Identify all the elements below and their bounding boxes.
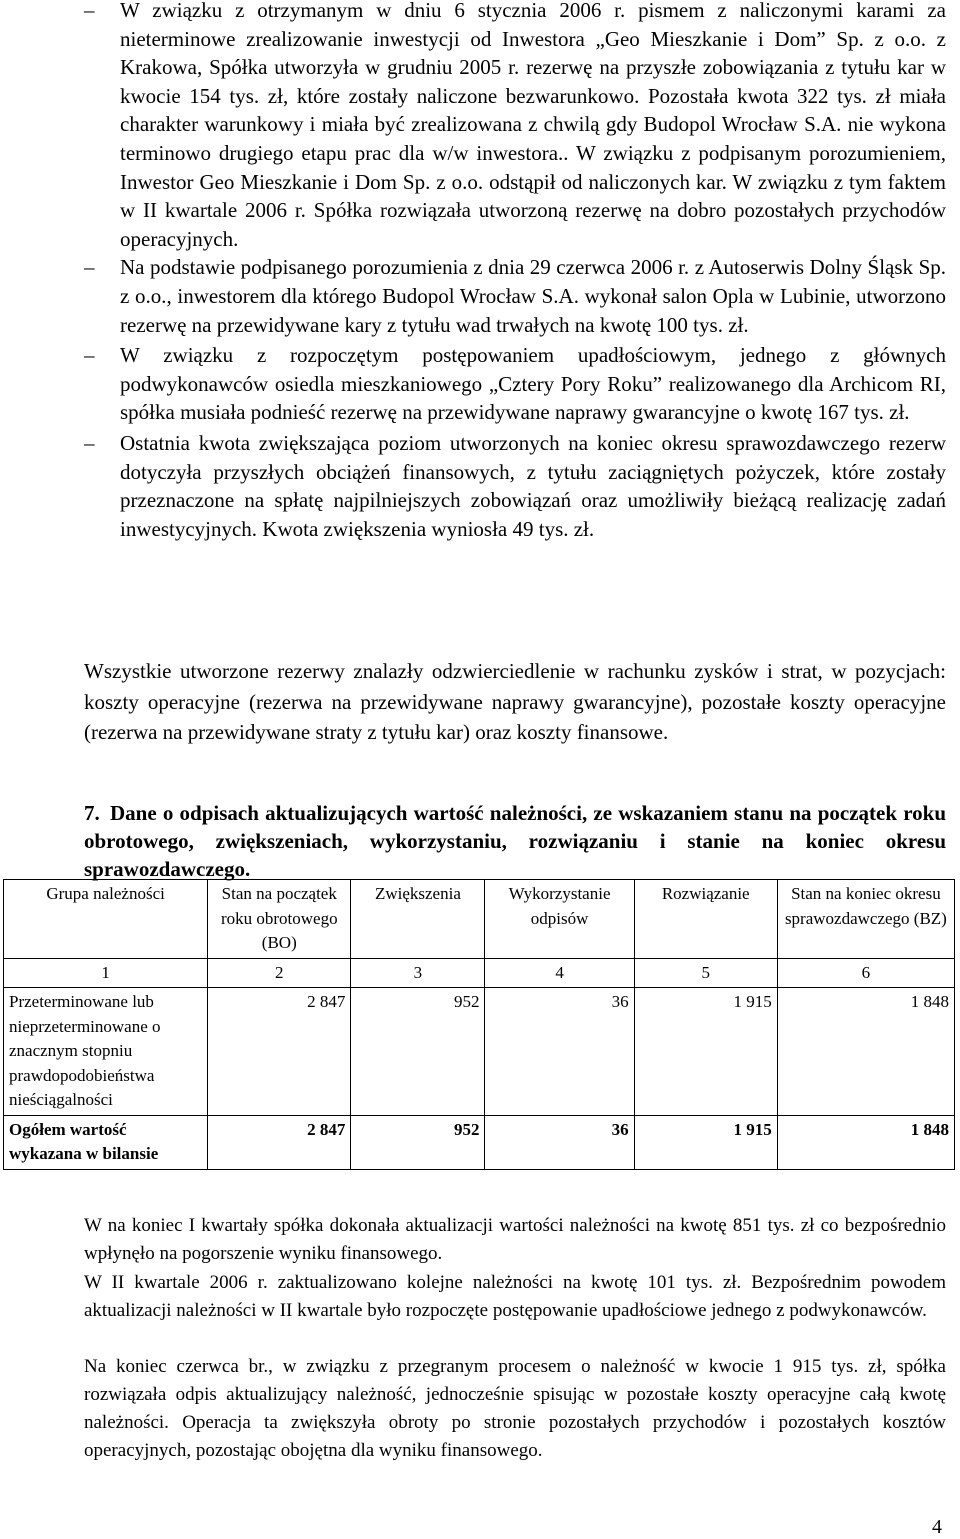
- bullet-dash: –: [84, 343, 95, 368]
- bullet-dash: –: [84, 255, 95, 280]
- bullet-item-archicom: [84, 341, 946, 427]
- table-total-label: Ogółem wartość wykazana w bilansie: [4, 1115, 208, 1169]
- section-number: 7.: [84, 801, 100, 825]
- bullet-text: Ostatnia kwota zwiększająca poziom utworzonych na koniec okresu sprawozdawczego rezerw dotyczyła przyszłych obciążeń finansowych, z tytułu zaciągniętych pożyczek, które zostały przeznaczone na spłatę najpilniejszych zobowiązań oraz umożliwiły bieżącą realizację zadań inwestycyjnych. Kwota zwiększenia wyniosła 49 tys. zł.: [120, 430, 946, 541]
- bullet-item-autoserwis: [84, 253, 946, 339]
- bullet-dash: –: [84, 0, 95, 22]
- bullet-text: W związku z otrzymanym w dniu 6 stycznia 2006 r. pismem z naliczonymi karami za nieterminowe zrealizowanie inwestycji od Inwestora „Geo Mieszkanie i Dom” Sp. z o.o. z Krakowa, Spółka utworzyła w grudniu 2005 r. rezerwę na przyszłe zobowiązania z tytułu kar w kwocie 154 tys. zł, które zostały naliczone bezwarunkowo. Pozostała kwota 322 tys. zł miała charakter warunkowy i miała być zrealizowana z chwilą gdy Budopol Wrocław S.A. nie wykona terminowo drugiego etapu prac dla w/w inwestora.. W związku z podpisanym porozumieniem, Inwestor Geo Mieszkanie i Dom Sp. z o.o. odstąpił od naliczonych kar. W związku z tym faktem w II kwartale 2006 r. Spółka rozwiązała utworzoną rezerwę na dobro pozostałych przychodów operacyjnych.: [120, 0, 946, 251]
- table-cell: 36: [485, 988, 634, 1116]
- table-header-cell: Grupa należności: [4, 880, 208, 959]
- bullet-text: W związku z rozpoczętym postępowaniem upadłościowym, jednego z głównych podwykonawców osiedla mieszkaniowego „Cztery Pory Roku” realizowanego dla Archicom RI, spółka musiała podnieść rezerwę na przewidywane naprawy gwarancyjne o kwotę 167 tys. zł.: [120, 343, 946, 425]
- paragraph-june-release: Na koniec czerwca br., w związku z przegranym procesem o należność w kwocie 1 915 tys. zł, spółka rozwiązała odpis aktualizujący należność, jednocześnie spisując w pozostałe koszty operacyjne całą kwotę należności. Operacja ta zwiększyła obroty po stronie pozostałych przychodów i pozostałych kosztów operacyjnych, pozostając obojętna dla wyniku finansowego.: [84, 1356, 946, 1461]
- section-title: Dane o odpisach aktualizujących wartość należności, ze wskazaniem stanu na początek roku obrotowego, zwiększeniach, wykorzystaniu, rozwiązaniu i stanie na koniec okresu sprawozdawczego.: [84, 801, 946, 881]
- table-cell: 952: [351, 1115, 485, 1169]
- table-cell: 4: [485, 958, 634, 988]
- table-cell: 2: [208, 958, 351, 988]
- table-cell: 2 847: [208, 1115, 351, 1169]
- table-cell: 952: [351, 988, 485, 1116]
- bullet-dash: –: [84, 430, 95, 455]
- table-header-cell: Zwiększenia: [351, 880, 485, 959]
- table-header-cell: Wykorzystanie odpisów: [485, 880, 634, 959]
- table-total-row: [4, 1115, 955, 1169]
- table-cell: 36: [485, 1115, 634, 1169]
- table-cell: 1 848: [777, 1115, 954, 1169]
- table-header-row: [4, 880, 955, 959]
- table-header-cell: Stan na początek roku obrotowego (BO): [208, 880, 351, 959]
- table-header-cell: Stan na koniec okresu sprawozdawczego (BZ): [777, 880, 954, 959]
- table-cell: 5: [634, 958, 777, 988]
- table-cell: 3: [351, 958, 485, 988]
- bullet-text: Na podstawie podpisanego porozumienia z dnia 29 czerwca 2006 r. z Autoserwis Dolny Śląsk Sp. z o.o., inwestorem dla którego Budopol Wrocław S.A. wykonał salon Opla w Lubinie, utworzono rezerwę na przewidywane kary z tytułu wad trwałych na kwotę 100 tys. zł.: [120, 255, 946, 337]
- bullet-list: [84, 0, 946, 543]
- table-cell: 1: [4, 958, 208, 988]
- table-cell: 1 915: [634, 1115, 777, 1169]
- table-cell: 1 848: [777, 988, 954, 1116]
- summary-paragraph: Wszystkie utworzone rezerwy znalazły odzwierciedlenie w rachunku zysków i strat, w pozycjach: koszty operacyjne (rezerwa na przewidywane naprawy gwarancyjne), pozostałe koszty operacyjne (rezerwa na przewidywane straty z tytułu kar) oraz koszty finansowe.: [84, 659, 946, 744]
- table-cell: 1 915: [634, 988, 777, 1116]
- table-column-number-row: [4, 958, 955, 988]
- table-header-cell: Rozwiązanie: [634, 880, 777, 959]
- table-row: [4, 988, 955, 1116]
- receivables-table: [3, 879, 955, 1170]
- paragraph-q1-writeoff: W na koniec I kwartały spółka dokonała aktualizacji wartości należności na kwotę 851 tys. zł co bezpośrednio wpłynęło na pogorszenie wyniku finansowego.: [84, 1215, 946, 1264]
- bullet-item-pozyczki: [84, 429, 946, 543]
- table-row-label: Przeterminowane lub nieprzeterminowane o znacznym stopniu prawdopodobieństwa nieściągalności: [4, 988, 208, 1116]
- section-heading: [84, 799, 946, 883]
- table-cell: 6: [777, 958, 954, 988]
- page-number: 4: [932, 1516, 942, 1538]
- paragraph-q2-writeoff: W II kwartale 2006 r. zaktualizowano kolejne należności na kwotę 101 tys. zł. Bezpośrednim powodem aktualizacji należności w II kwartale było rozpoczęte postępowanie upadłościowe jednego z podwykonawców.: [84, 1272, 946, 1321]
- bullet-item-kary-geo: [84, 0, 946, 253]
- table-cell: 2 847: [208, 988, 351, 1116]
